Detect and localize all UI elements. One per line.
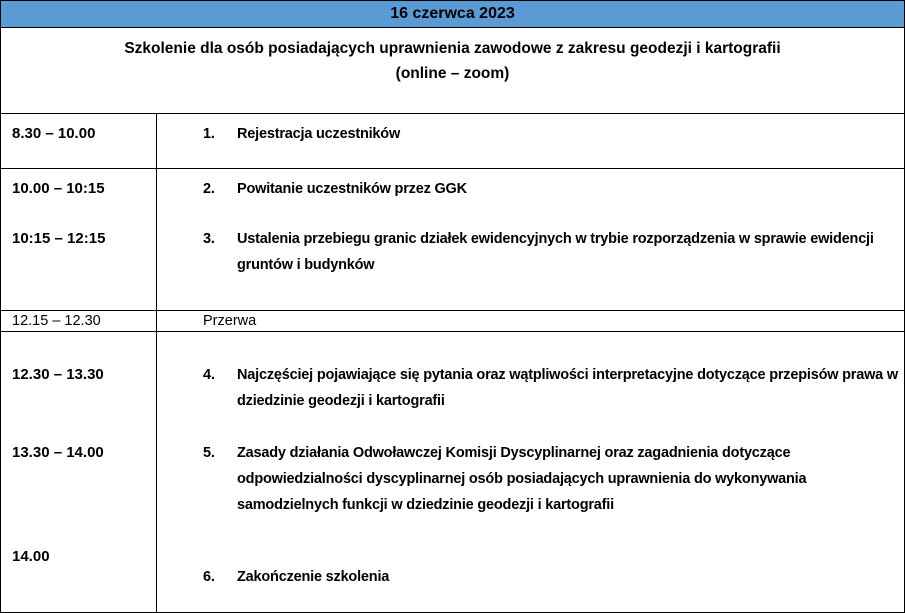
item-text: Powitanie uczestników przez GGK xyxy=(237,181,467,197)
schedule-entry xyxy=(1,362,904,414)
time-cell: 12.30 – 13.30 xyxy=(12,366,104,383)
item-text: Najczęściej pojawiające się pytania oraz wątpliwości interpretacyjne dotyczące przepisów prawa w dziedzinie geodezji i kartografii xyxy=(237,367,898,409)
item-number: 4. xyxy=(203,367,215,383)
agenda-item xyxy=(156,226,904,278)
schedule-entry xyxy=(1,121,904,147)
time-cell: 10.00 – 10:15 xyxy=(12,180,105,197)
agenda-item xyxy=(156,121,904,147)
item-number: 2. xyxy=(203,181,215,197)
training-title-line1: Szkolenie dla osób posiadających uprawnienia zawodowe z zakresu geodezji i kartografii xyxy=(124,40,781,57)
time-cell: 10:15 – 12:15 xyxy=(12,230,106,247)
time-cell: 12.15 – 12.30 xyxy=(12,313,101,329)
item-text: Zasady działania Odwoławczej Komisji Dyscyplinarnej oraz zagadnienia dotyczące odpowiedzialności dyscyplinarnej osób posiadających uprawnienia do wykonywania samodzielnych funkcji w dziedzinie geodezji i kartografii xyxy=(237,445,807,513)
break-row xyxy=(1,311,904,332)
item-text: Rejestracja uczestników xyxy=(237,126,401,142)
agenda-item xyxy=(156,176,904,202)
schedule-row xyxy=(1,114,904,169)
agenda-item xyxy=(156,564,904,590)
time-cell: 14.00 xyxy=(12,548,50,565)
schedule-row xyxy=(1,332,904,612)
break-item xyxy=(156,312,904,331)
schedule-entry xyxy=(1,440,904,518)
schedule-entry xyxy=(1,226,904,278)
date-header xyxy=(1,1,904,28)
schedule-entry xyxy=(1,312,904,331)
item-number: 1. xyxy=(203,126,215,142)
schedule-row xyxy=(1,169,904,311)
item-number: 5. xyxy=(203,445,215,461)
time-cell: 8.30 – 10.00 xyxy=(12,125,96,142)
schedule-entry xyxy=(1,176,904,202)
date-header-text: 16 czerwca 2023 xyxy=(390,5,515,22)
item-text: Ustalenia przebiegu granic działek ewidencyjnych w trybie rozporządzenia w sprawie ewidencji gruntów i budynków xyxy=(237,231,874,273)
training-title xyxy=(1,28,904,114)
item-text: Przerwa xyxy=(203,313,257,329)
agenda-item xyxy=(156,440,904,518)
time-cell: 13.30 – 14.00 xyxy=(12,444,104,461)
item-number: 6. xyxy=(203,569,215,585)
item-number: 3. xyxy=(203,231,215,247)
schedule-entry xyxy=(1,544,904,590)
agenda-item xyxy=(156,362,904,414)
item-text: Zakończenie szkolenia xyxy=(237,569,390,585)
training-title-line2: (online – zoom) xyxy=(395,65,510,82)
